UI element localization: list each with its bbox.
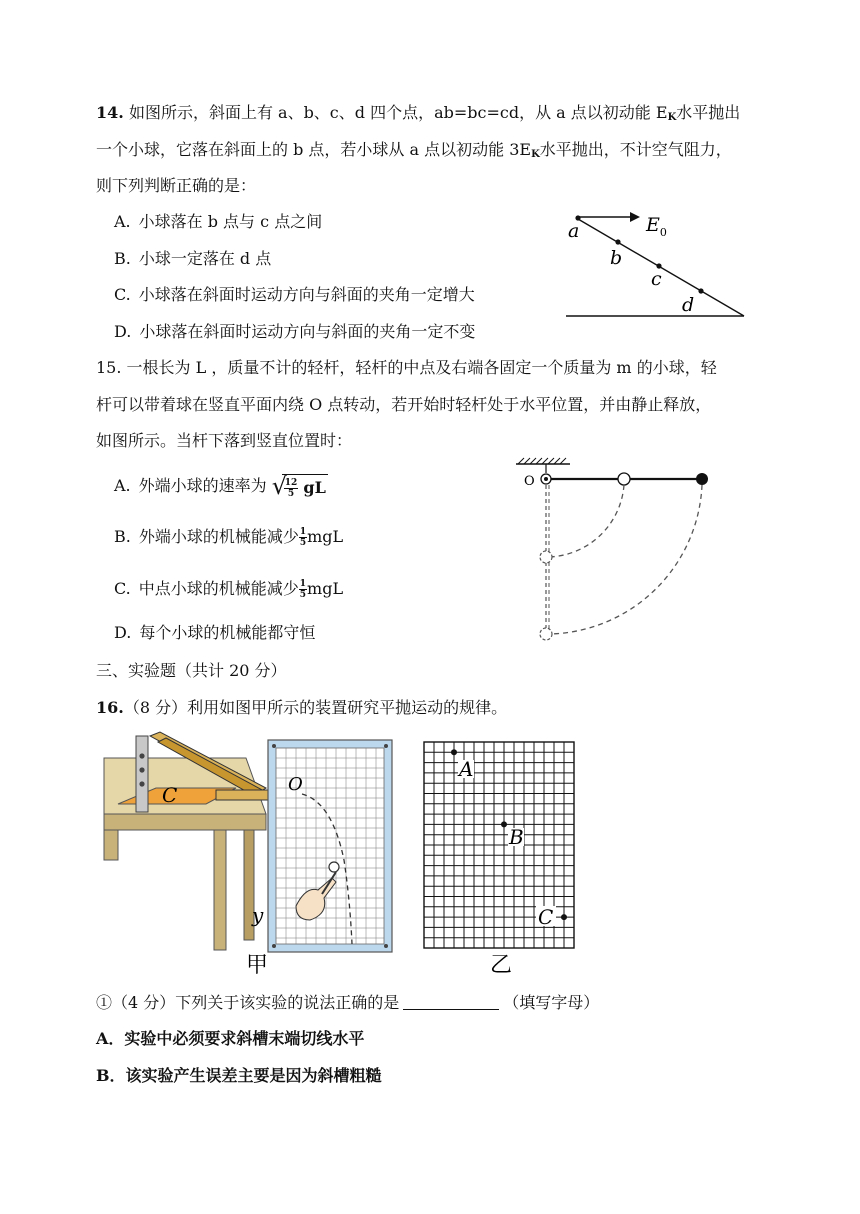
q14-text-1: 如图所示，斜面上有 a、b、c、d 四个点，ab=bc=cd，从 a 点以初动能 E [128, 103, 668, 122]
q16-figure-jia [96, 730, 396, 980]
q15-option-d: D. 每个小球的机械能都守恒 [114, 623, 316, 642]
q15-option-a: A. 外端小球的速率为 √ $\frac{12}{5}$ gL [114, 472, 326, 500]
q15-number: 15. [96, 358, 122, 377]
q15-line3: 如图所示。当杆下落到竖直位置时： [96, 431, 353, 450]
label-d: d [682, 294, 695, 316]
pivot-label: O [524, 474, 535, 489]
q16-intro-line: 16.（8 分）利用如图甲所示的装置研究平抛运动的规律。 [96, 698, 508, 717]
jia-label-o: O [288, 774, 303, 795]
answer-blank[interactable] [403, 993, 499, 1010]
q15-line2: 杆可以带着球在竖直平面内绕 O 点转动，若开始时轻杆处于水平位置，并由静止释放， [96, 395, 712, 414]
point-a [451, 749, 457, 755]
q14-text-2-tail: 水平抛出，不计空气阻力， [539, 140, 732, 159]
label-a: a [568, 220, 580, 242]
q16-choice-b: B．该实验产生误差主要是因为斜槽粗糙 [96, 1066, 382, 1085]
q14-sub-2: K [531, 149, 540, 160]
end-ball [696, 473, 708, 485]
q16-choice-a: A．实验中必须要求斜槽末端切线水平 [96, 1029, 365, 1048]
arrow-head [630, 212, 640, 222]
q14-line1 [96, 102, 740, 129]
label-e0: $E_0$ [646, 214, 667, 239]
yi-label-b: B [509, 825, 524, 849]
q14-option-d: D. 小球落在斜面时运动方向与斜面的夹角一定不变 [114, 322, 476, 341]
section3-title: 三、实验题（共计 20 分） [96, 661, 287, 680]
point-c [561, 914, 567, 920]
q16-figure-yi [420, 738, 580, 978]
q15-line1: 15. 一根长为 L ，质量不计的轻杆，轻杆的中点及右端各固定一个质量为 m 的小球，轻 [96, 358, 717, 377]
point-b [501, 821, 507, 827]
q16-number: 16. [96, 698, 124, 717]
middle-ball [618, 473, 630, 485]
jia-label-c: C [162, 783, 178, 807]
q14-text-2: 一个小球，它落在斜面上的 b 点，若小球从 a 点以初动能 3E [96, 140, 532, 159]
q14-option-a: A. 小球落在 b 点与 c 点之间 [114, 212, 323, 231]
q14-option-c: C. 小球落在斜面时运动方向与斜面的夹角一定增大 [114, 285, 475, 304]
jia-label-y: y [252, 903, 264, 927]
q15-option-c: C. 中点小球的机械能减少 $\frac{1}{5}$ mgL [114, 579, 344, 600]
sqrt-expression: √ $\frac{12}{5}$ gL [271, 472, 326, 500]
yi-label-a: A [459, 757, 474, 781]
q14-line3: 则下列判断正确的是： [96, 176, 257, 195]
q16-sub1: ①（4 分）下列关于该实验的说法正确的是 （填写字母） [96, 993, 600, 1012]
q14-number: 14. [96, 103, 124, 122]
q14-incline-figure [560, 205, 750, 323]
q14-line2 [96, 139, 732, 166]
label-c: c [651, 268, 662, 290]
yi-label-c: C [538, 905, 554, 929]
q14-sub-1: K [667, 112, 677, 123]
q15-rod-figure [510, 458, 720, 648]
yi-caption: 乙 [490, 953, 513, 978]
q14-text-1-tail: 水平抛出 [676, 103, 741, 122]
label-b: b [610, 247, 623, 269]
q15-option-b: B. 外端小球的机械能减少 $\frac{1}{5}$ mgL [114, 527, 344, 548]
jia-caption: 甲 [246, 953, 269, 978]
q14-option-b: B. 小球一定落在 d 点 [114, 249, 272, 268]
